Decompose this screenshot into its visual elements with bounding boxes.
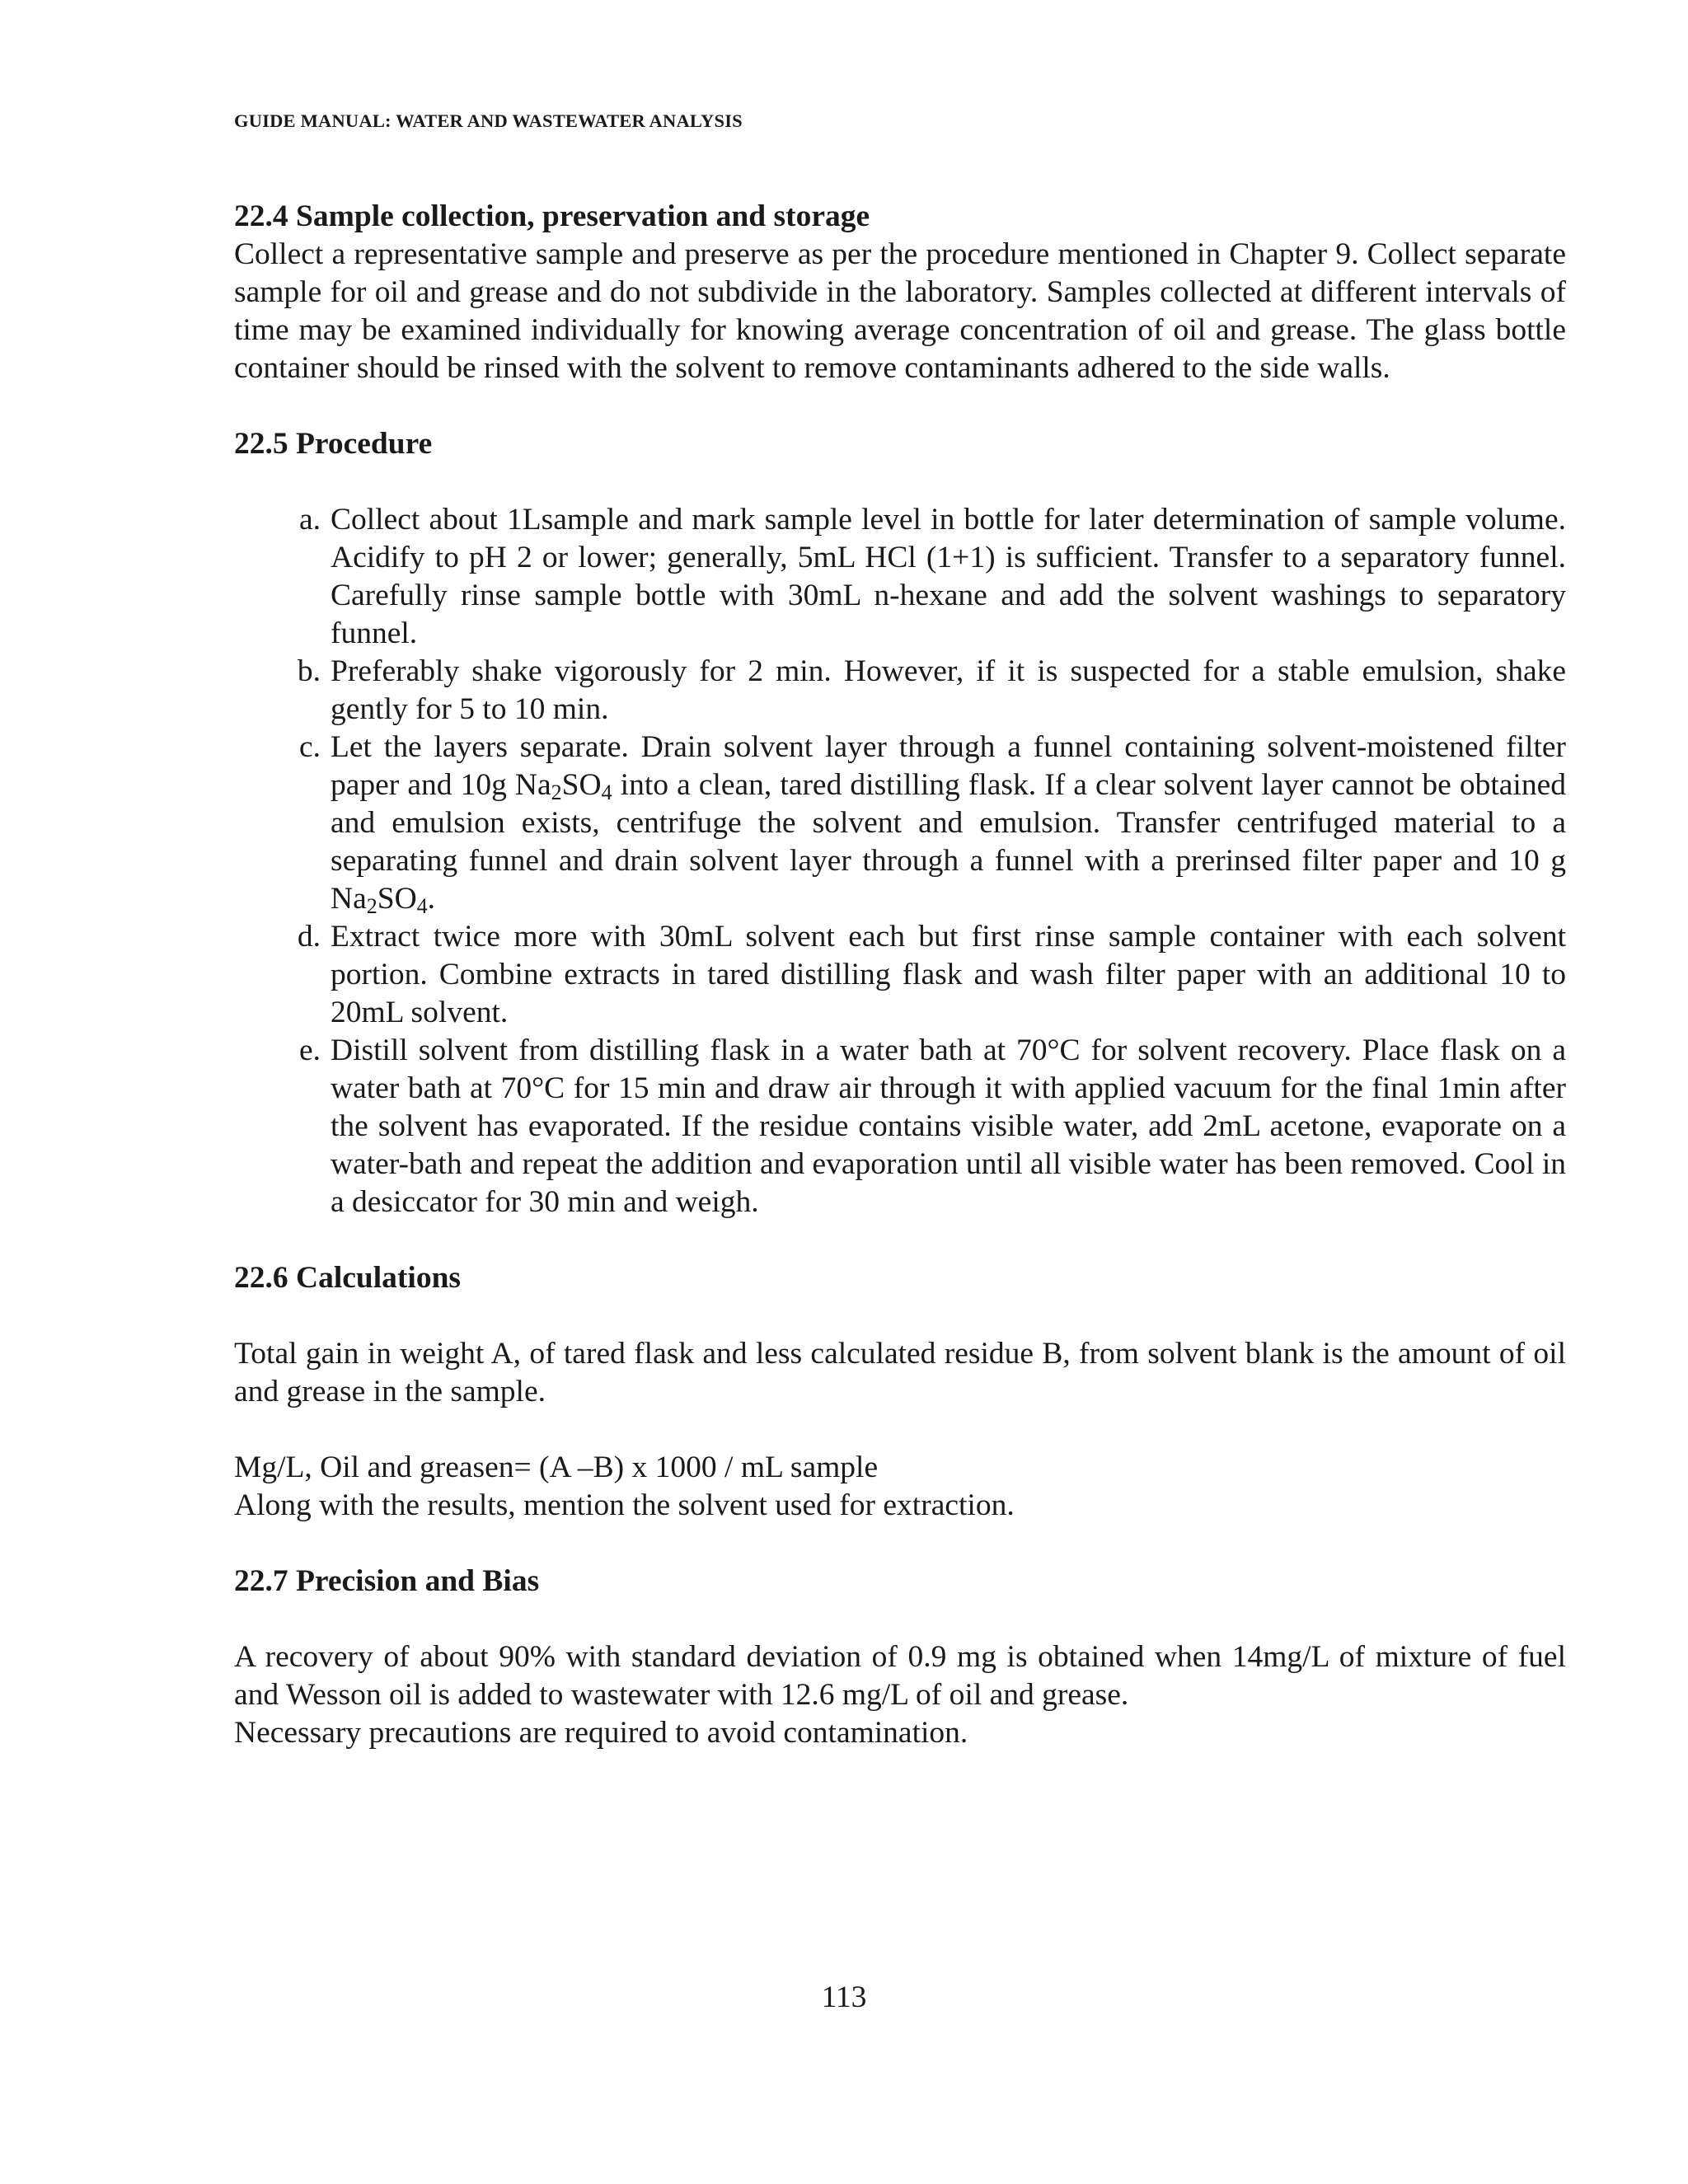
procedure-text: Extract twice more with 30mL solvent each but first rinse sample container with each solvent portion. Combine extracts in tared distilling flask and wash filter paper with an additional 10 to 20mL solvent. — [331, 920, 1566, 1029]
procedure-text: Distill solvent from distilling flask in a water bath at 70°C for solvent recovery. Place flask on a water bath at 70°C for 15 min and draw air through it with applied vacuum for the final 1min after the solvent has evaporated. If the residue contains visible water, add 2mL acetone, evaporate on a water-bath and repeat the addition and evaporation until all visible water has been removed. Cool in a desiccator for 30 min and weigh. — [331, 1033, 1566, 1219]
procedure-list — [234, 501, 1566, 1221]
subscript: 2 — [551, 780, 562, 804]
subscript: 4 — [416, 894, 428, 918]
procedure-item-c — [234, 729, 1566, 918]
section-heading-22-4: 22.4 Sample collection, preservation and storage — [234, 199, 870, 233]
section-heading-22-7: 22.7 Precision and Bias — [234, 1564, 540, 1598]
procedure-item-b — [234, 653, 1566, 729]
formula: Mg/L, Oil and greasen= (A –B) x 1000 / mL sample — [234, 1451, 879, 1484]
paragraph-calculation: Total gain in weight A, of tared flask and less calculated residue B, from solvent blank is the amount of oil and grease in the sample. — [234, 1337, 1566, 1408]
paragraph-precision: A recovery of about 90% with standard deviation of 0.9 mg is obtained when 14mg/L of mixture of fuel and Wesson oil is added to wastewater with 12.6 mg/L of oil and grease. — [234, 1640, 1566, 1712]
procedure-text: Collect about 1Lsample and mark sample level in bottle for later determination of sample volume. Acidify to pH 2 or lower; generally, 5mL HCl (1+1) is sufficient. Transfer to a separatory funnel. Carefully rinse sample bottle with 30mL n-hexane and add the solvent washings to separatory funnel. — [331, 503, 1566, 650]
section-heading-22-6: 22.6 Calculations — [234, 1261, 462, 1295]
list-marker: a. — [298, 503, 321, 537]
procedure-text: Let the layers separate. Drain solvent layer through a funnel containing solvent-moistened filter paper and 10g $Na_2SO_4$ into a clean, tared distilling flask. If a clear solvent layer cannot be obtained and emulsion exists, centrifuge the solvent and emulsion. Transfer centrifuged material to a separating funnel and drain solvent layer through a funnel with a prerinsed filter paper and 10 g $Na_2SO_4$. — [331, 730, 1566, 918]
list-marker: d. — [297, 920, 321, 954]
list-marker: c. — [298, 730, 321, 764]
subscript: 4 — [601, 780, 612, 804]
running-header: GUIDE MANUAL: WATER AND WASTEWATER ANALYSIS — [234, 110, 743, 131]
list-marker: e. — [298, 1033, 321, 1067]
subscript: 2 — [366, 894, 377, 918]
procedure-text: Preferably shake vigorously for 2 min. However, if it is suspected for a stable emulsion, shake gently for 5 to 10 min. — [331, 654, 1566, 726]
document-body — [234, 198, 1566, 1752]
procedure-item-a — [234, 501, 1566, 653]
procedure-item-d — [234, 918, 1566, 1032]
page-number: 113 — [821, 1980, 867, 2014]
list-marker: b. — [297, 654, 321, 688]
paragraph-solvent-note: Along with the results, mention the solvent used for extraction. — [234, 1488, 1015, 1522]
section-heading-22-5: 22.5 Procedure — [234, 427, 433, 461]
paragraph-sample-collection: Collect a representative sample and preserve as per the procedure mentioned in Chapter 9. Collect separate sample for oil and grease and do not subdivide in the laboratory. Samples collected at different intervals of time may be examined individually for knowing average concentration of oil and grease. The glass bottle container should be rinsed with the solvent to remove contaminants adhered to the side walls. — [234, 237, 1566, 385]
procedure-item-e — [234, 1032, 1566, 1221]
paragraph-precautions: Necessary precautions are required to avoid contamination. — [234, 1716, 968, 1750]
